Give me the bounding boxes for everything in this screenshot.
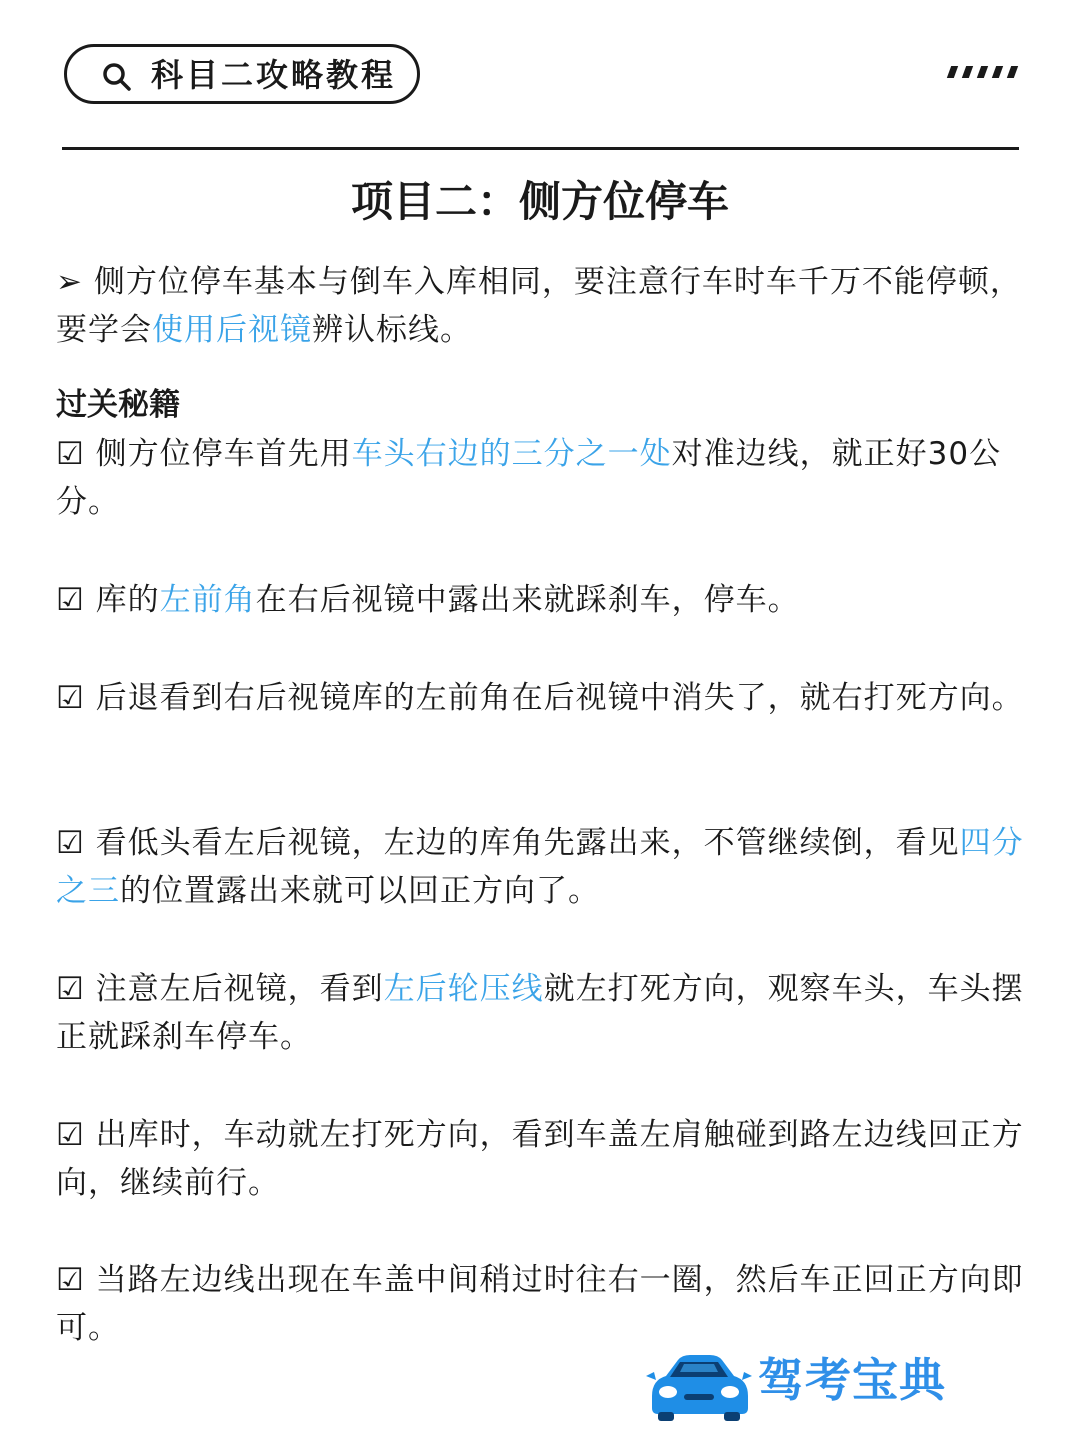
brand-logo-text: 驾考宝典 — [758, 1353, 946, 1407]
tip-item-5: ☑ 注意左后视镜，看到左后轮压线就左打死方向，观察车头，车头摆正就踩刹车停车。 — [56, 971, 1024, 1055]
tip-item-4: ☑ 看低头看左后视镜，左边的库角先露出来，不管继续倒，看见四分之三的位置露出来就可以回正方向了。 — [56, 825, 1024, 909]
page-title: 项目二：侧方位停车 — [350, 177, 729, 226]
checkbox-icon: ☑ — [56, 1262, 85, 1298]
search-pill[interactable] — [64, 44, 420, 104]
intro-highlight: 使用后视镜 — [152, 312, 312, 348]
brand-logo — [644, 1346, 974, 1426]
intro-text-2: 辨认标线。 — [312, 312, 472, 348]
slash-marks-icon[interactable] — [949, 66, 1016, 78]
header-divider — [62, 147, 1019, 150]
checkbox-icon: ☑ — [56, 1117, 85, 1153]
tip-item-3: ☑ 后退看到右后视镜库的左前角在后视镜中消失了，就右打死方向。 — [56, 680, 1024, 716]
search-icon — [101, 61, 133, 93]
checkbox-icon: ☑ — [56, 825, 85, 861]
checkbox-icon: ☑ — [56, 436, 85, 472]
intro-text-1: 侧方位停车基本与倒车入库相同，要注意行车时车千万不能停顿，要学会 — [56, 264, 1022, 348]
bullet-arrow: ➢ — [56, 264, 83, 300]
checkbox-icon: ☑ — [56, 680, 85, 716]
tips-heading: 过关秘籍 — [56, 387, 180, 423]
blue-car-logo-icon — [644, 1350, 754, 1422]
tip-item-6: ☑ 出库时，车动就左打死方向，看到车盖左肩触碰到路左边线回正方向，继续前行。 — [56, 1117, 1024, 1201]
tip-item-1: ☑ 侧方位停车首先用车头右边的三分之一处对准边线，就正好30公分。 — [56, 436, 1002, 520]
checkbox-icon: ☑ — [56, 971, 85, 1007]
tip-item-7: ☑ 当路左边线出现在车盖中间稍过时往右一圈，然后车正回正方向即可。 — [56, 1262, 1024, 1346]
intro-paragraph — [56, 258, 1024, 354]
checkbox-icon: ☑ — [56, 582, 85, 618]
tip-item-2: ☑ 库的左前角在右后视镜中露出来就踩刹车，停车。 — [56, 582, 800, 618]
search-text: 科目二攻略教程 — [151, 56, 397, 94]
